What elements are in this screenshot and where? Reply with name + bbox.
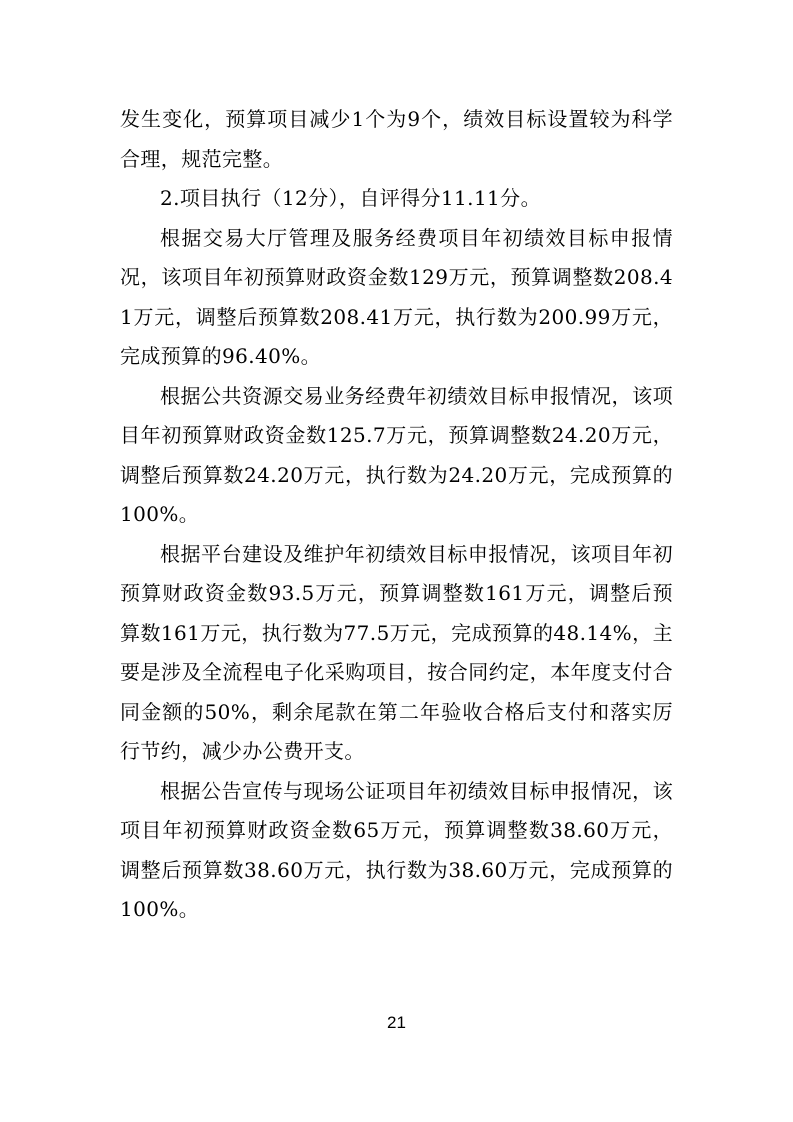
paragraph-section-heading: 2.项目执行（12分），自评得分11.11分。 [160, 186, 541, 210]
paragraph-continuation: 发生变化，预算项目减少1个为9个，绩效目标设置较为科学合理，规范完整。 [120, 107, 673, 171]
paragraph-trading-hall: 根据交易大厅管理及服务经费项目年初绩效目标申报情况，该项目年初预算财政资金数129万元，预算调整数208.41万元，调整后预算数208.41万元，执行数为200.99万元，完成预算的96.40%。 [120, 225, 673, 368]
paragraph-publicity-notary: 根据公告宣传与现场公证项目年初绩效目标申报情况，该项目年初预算财政资金数65万元，预算调整数38.60万元，调整后预算数38.60万元，执行数为38.60万元，完成预算的100%。 [120, 778, 673, 921]
paragraph-public-resource: 根据公共资源交易业务经费年初绩效目标申报情况，该项目年初预算财政资金数125.7万元，预算调整数24.20万元，调整后预算数24.20万元，执行数为24.20万元，完成预算的100%。 [120, 383, 673, 526]
body-text [120, 100, 673, 930]
paragraph-platform-construction: 根据平台建设及维护年初绩效目标申报情况，该项目年初预算财政资金数93.5万元，预算调整数161万元，调整后预算数161万元，执行数为77.5万元，完成预算的48.14%，主要是涉及全流程电子化采购项目，按合同约定，本年度支付合同金额的50%，剩余尾款在第二年验收合格后支付和落实厉行节约，减少办公费开支。 [120, 541, 673, 763]
page-number: 21 [387, 1013, 406, 1032]
